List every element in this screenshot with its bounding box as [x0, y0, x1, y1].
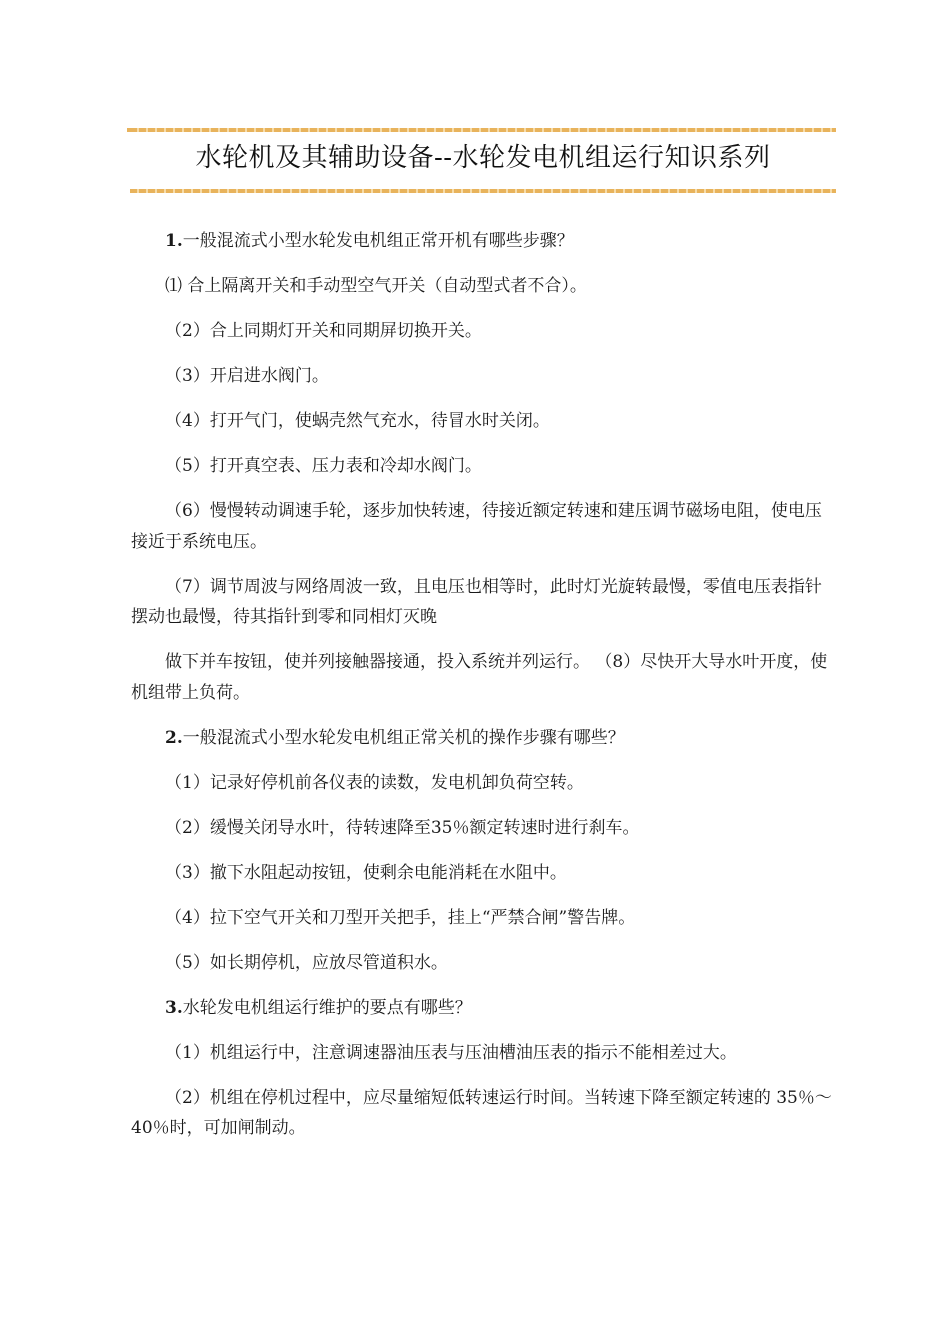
q2-step: （4）拉下空气开关和刀型开关把手，挂上“严禁合闸”警告牌。 [165, 907, 636, 928]
question-number: 2. [165, 727, 183, 748]
q2-step: （2）缓慢关闭导水叶，待转速降至35％额定转速时进行刹车。 [165, 817, 640, 838]
title-bottom-rule [130, 189, 836, 193]
question-2 [131, 723, 836, 754]
q2-step: （5）如长期停机，应放尽管道积水。 [165, 952, 448, 973]
question-number: 1. [165, 231, 183, 251]
q1-step: 做下并车按钮，使并列接触器接通，投入系统并列运行。 （8）尽快开大导水叶开度，使机组带上负荷。 [131, 652, 828, 703]
q2-step: （1）记录好停机前各仪表的读数，发电机卸负荷空转。 [165, 772, 584, 793]
question-1 [131, 226, 836, 257]
q1-step: ⑴ 合上隔离开关和手动型空气开关（自动型式者不合）。 [165, 276, 587, 296]
q1-step: （2）合上同期灯开关和同期屏切换开关。 [165, 321, 482, 341]
title-top-rule [130, 128, 836, 132]
q2-step: （3）撤下水阻起动按钮，使剩余电能消耗在水阻中。 [165, 862, 567, 883]
q1-step: （5）打开真空表、压力表和冷却水阀门。 [165, 456, 482, 476]
q1-step: （4）打开气门，使蜗壳然气充水，待冒水时关闭。 [165, 411, 550, 431]
question-text: 一般混流式小型水轮发电机组正常关机的操作步骤有哪些？ [182, 727, 625, 748]
q3-step: （1）机组运行中，注意调速器油压表与压油槽油压表的指示不能相差过大。 [165, 1042, 737, 1063]
q1-step: （3）开启进水阀门。 [165, 366, 329, 386]
q1-step: （6）慢慢转动调速手轮，逐步加快转速，待接近额定转速和建压调节磁场电阻，使电压接近于系统电压。 [131, 501, 822, 552]
document-body [131, 226, 836, 1158]
q1-step: （7）调节周波与网络周波一致，且电压也相等时，此时灯光旋转最慢，零值电压表指针摆动也最慢，待其指针到零和同相灯灭晚 [131, 576, 822, 627]
question-3 [131, 993, 836, 1024]
question-text: 一般混流式小型水轮发电机组正常开机有哪些步骤？ [182, 231, 574, 251]
question-text: 水轮发电机组运行维护的要点有哪些？ [182, 997, 472, 1018]
question-number: 3. [165, 997, 183, 1018]
document-title: 水轮机及其辅助设备--水轮发电机组运行知识系列 [195, 143, 771, 173]
q3-step: （2）机组在停机过程中，应尽量缩短低转速运行时间。当转速下降至额定转速的 35％～40％时，可加闸制动。 [131, 1087, 832, 1138]
